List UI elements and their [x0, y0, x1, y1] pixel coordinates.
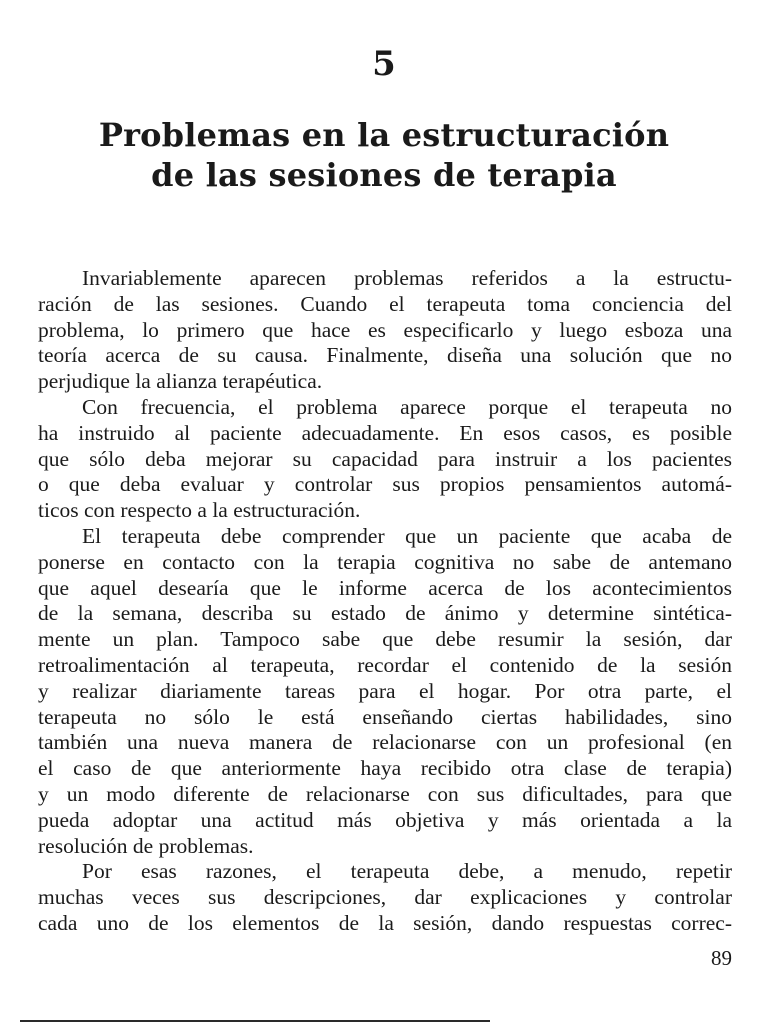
text-line: pueda adoptar una actitud más objetiva y más orientada a la: [38, 807, 732, 832]
chapter-title: [40, 115, 728, 195]
text-line: también una nueva manera de relacionarse con un profesional (en: [38, 730, 732, 755]
text-line: ración de las sesiones. Cuando el terapeuta toma conciencia del: [38, 291, 732, 316]
text-line: Con frecuencia, el problema aparece porque el terapeuta no: [82, 394, 732, 419]
text-line: el caso de que anteriormente haya recibido otra clase de terapia): [38, 756, 732, 781]
text-line: muchas veces sus descripciones, dar explicaciones y controlar: [38, 885, 732, 910]
text-line: retroalimentación al terapeuta, recordar el contenido de la sesión: [38, 652, 732, 677]
text-line: El terapeuta debe comprender que un paciente que acaba de: [82, 523, 732, 548]
text-line: terapeuta no sólo le está enseñando ciertas habilidades, sino: [38, 704, 732, 729]
body-text: [38, 266, 732, 937]
text-line: ticos con respecto a la estructuración.: [38, 498, 361, 523]
text-line: mente un plan. Tampoco sabe que debe resumir la sesión, dar: [38, 627, 732, 652]
page-number: 89: [711, 946, 732, 970]
text-line: teoría acerca de su causa. Finalmente, diseña una solución que no: [38, 343, 732, 368]
text-line: que aquel desearía que le informe acerca de los acontecimientos: [38, 575, 732, 600]
text-line: problema, lo primero que hace es especificarlo y luego esboza una: [38, 317, 732, 342]
text-line: que sólo deba mejorar su capacidad para instruir a los pacientes: [38, 446, 732, 471]
text-line: ha instruido al paciente adecuadamente. En esos casos, es posible: [38, 420, 732, 445]
text-line: y realizar diariamente tareas para el hogar. Por otra parte, el: [38, 678, 732, 703]
text-line: Por esas razones, el terapeuta debe, a menudo, repetir: [82, 859, 732, 884]
bottom-rule: [20, 1020, 490, 1022]
text-line: perjudique la alianza terapéutica.: [38, 369, 323, 394]
text-line: Invariablemente aparecen problemas referidos a la estructu-: [82, 266, 732, 290]
text-line: ponerse en contacto con la terapia cognitiva no sabe de antemano: [38, 549, 732, 574]
chapter-number: 5: [372, 44, 396, 84]
chapter-title-line: de las sesiones de terapia: [151, 156, 617, 194]
text-line: cada uno de los elementos de la sesión, dando respuestas correc-: [38, 910, 732, 935]
chapter-title-line: Problemas en la estructuración: [98, 116, 670, 154]
text-line: de la semana, describa su estado de ánimo y determine sintética-: [38, 601, 732, 626]
text-line: o que deba evaluar y controlar sus propios pensamientos automá-: [38, 472, 732, 497]
text-line: y un modo diferente de relacionarse con sus dificultades, para que: [38, 781, 732, 806]
text-line: resolución de problemas.: [38, 833, 254, 858]
